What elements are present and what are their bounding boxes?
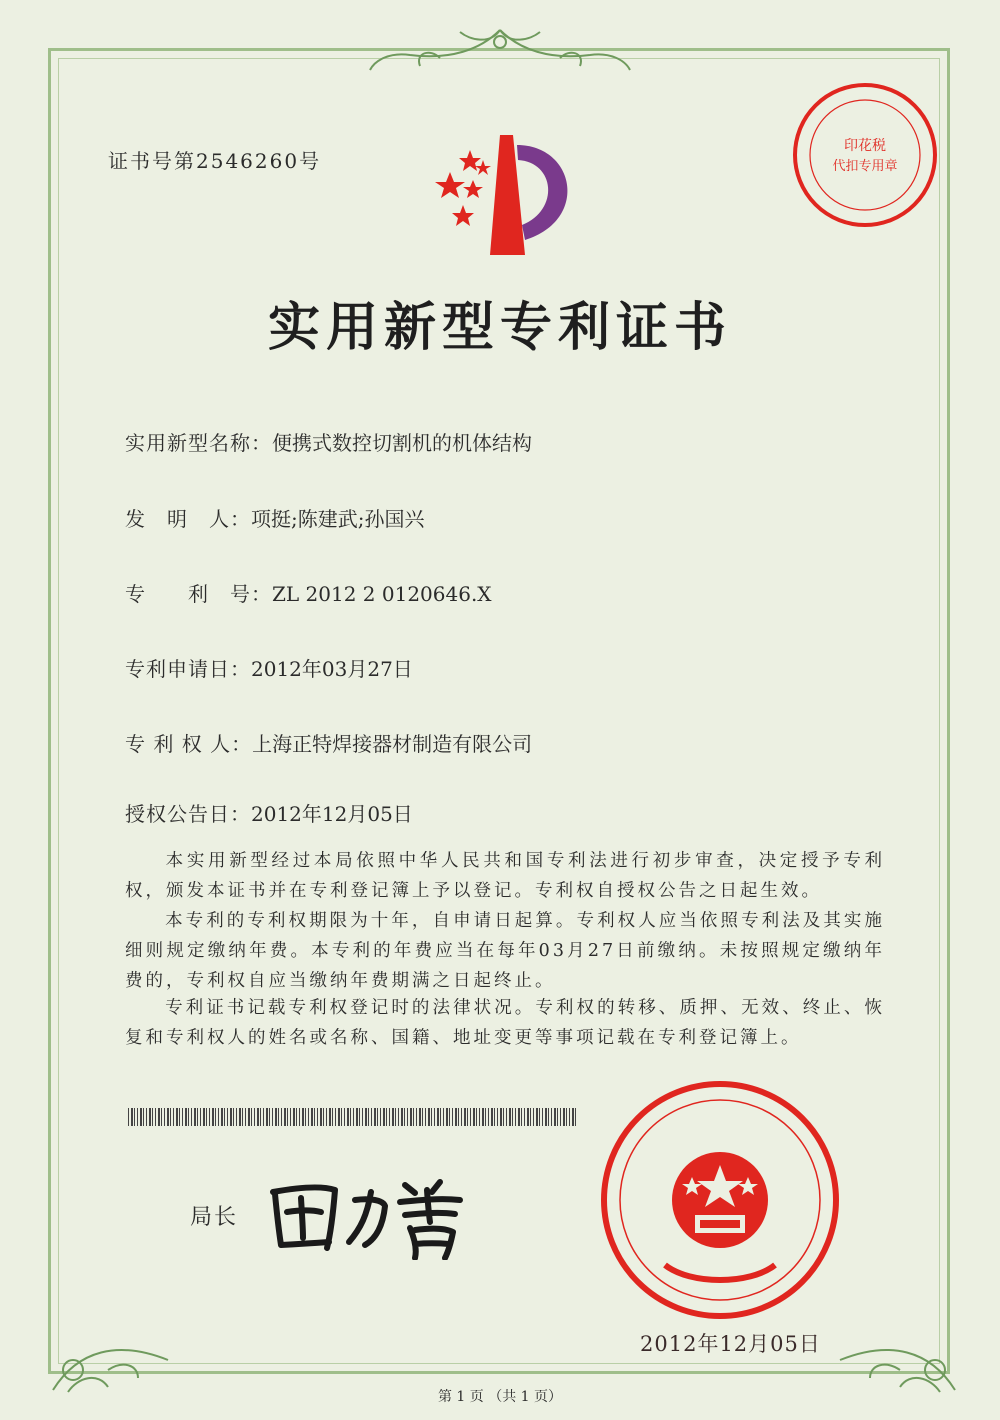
certificate-number: 证书号第2546260号: [108, 149, 322, 173]
inventor-field: [125, 503, 424, 532]
patent-office-emblem-icon: [425, 130, 595, 260]
paragraph-2: [125, 906, 885, 996]
page-number: 第 1 页 （共 1 页）: [437, 1389, 563, 1405]
patent-holder-field: [125, 728, 532, 757]
application-date-value: 2012年03月27日: [251, 657, 413, 681]
tax-seal-stamp-icon: [790, 80, 940, 230]
paragraph-1: [125, 846, 885, 906]
paragraph-2-text: 本专利的专利权期限为十年，自申请日起算。专利权人应当依照专利法及其实施细则规定缴纳年费。本专利的年费应当在每年03月27日前缴纳。未按照规定缴纳年费的，专利权自应当缴纳年费期满之日起终止。: [125, 911, 885, 991]
grant-date-label: 授权公告日：: [125, 802, 251, 826]
national-ip-office-seal-icon: [600, 1075, 840, 1325]
patent-number-label: 专 利 号：: [125, 582, 272, 606]
inventor-label: 发 明 人：: [125, 507, 251, 531]
patent-number-value: ZL 2012 2 0120646.X: [272, 582, 492, 606]
grant-date-field: [125, 798, 413, 827]
utility-model-name-value: 便携式数控切割机的机体结构: [272, 431, 532, 455]
patent-number-field: [125, 578, 492, 607]
patent-holder-label: 专 利 权 人：: [125, 732, 253, 756]
director-signature: [265, 1170, 495, 1260]
barcode: [128, 1108, 578, 1126]
director-label: 局长: [190, 1205, 239, 1230]
grant-date-value: 2012年12月05日: [251, 802, 413, 826]
application-date-field: [125, 653, 413, 682]
seal-date: 2012年12月05日: [640, 1332, 821, 1356]
application-date-label: 专利申请日：: [125, 657, 251, 681]
patent-holder-value: 上海正特焊接器材制造有限公司: [252, 732, 533, 756]
top-ornament: [350, 20, 650, 80]
inventor-value: 项挺;陈建武;孙国兴: [251, 507, 425, 531]
svg-text:代扣专用章: 代扣专用章: [832, 159, 898, 174]
svg-text:印花税: 印花税: [844, 138, 886, 154]
paragraph-1-text: 本实用新型经过本局依照中华人民共和国专利法进行初步审查，决定授予专利权，颁发本证书并在专利登记簿上予以登记。专利权自授权公告之日起生效。: [125, 851, 885, 901]
utility-model-name-field: [125, 427, 532, 456]
paragraph-3: [125, 993, 885, 1053]
utility-model-name-label: 实用新型名称：: [125, 431, 272, 455]
certificate-title: 实用新型专利证书: [267, 297, 732, 358]
paragraph-3-text: 专利证书记载专利权登记时的法律状况。专利权的转移、质押、无效、终止、恢复和专利权人的姓名或名称、国籍、地址变更等事项记载在专利登记簿上。: [125, 998, 885, 1048]
